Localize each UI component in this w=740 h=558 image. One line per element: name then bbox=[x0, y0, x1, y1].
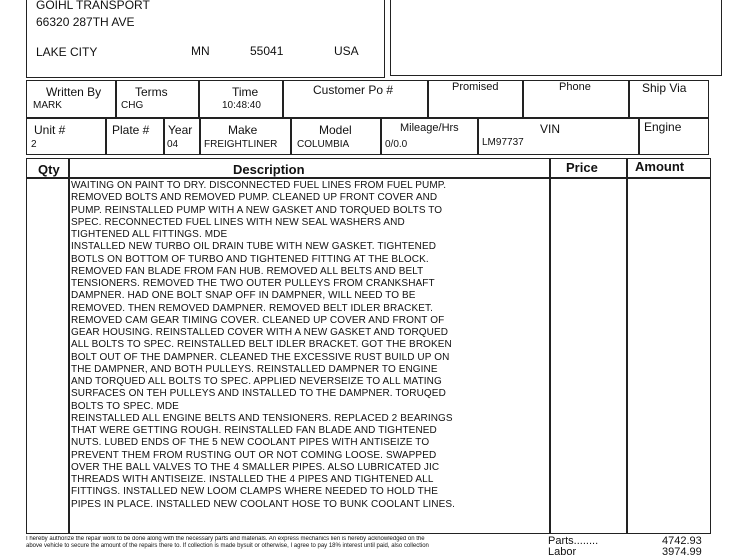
written-by-value: MARK bbox=[33, 100, 62, 111]
parts-total: 4742.93 bbox=[662, 535, 702, 547]
unit-value: 2 bbox=[31, 139, 37, 150]
customer-po-label: Customer Po # bbox=[313, 83, 394, 97]
customer-name: GOIHL TRANSPORT bbox=[36, 0, 150, 12]
description-line: NUTS. LUBED ENDS OF THE 5 NEW COOLANT PIPES WITH ANTISEIZE TO bbox=[71, 437, 430, 449]
year-value: 04 bbox=[167, 139, 179, 150]
description-line: REMOVED. THEN REMOVED DAMPNER. REMOVED BELT IDLER BRACKET. bbox=[71, 302, 433, 314]
time-value: 10:48:40 bbox=[222, 100, 261, 111]
description-line: REMOVED FAN BLADE FROM FAN HUB. REMOVED ALL BELTS AND BELT bbox=[71, 265, 424, 277]
description-line: THREADS WITH ANTISEIZE. INSTALLED THE 4 PIPES AND TIGHTENED ALL bbox=[71, 474, 434, 485]
authorization-line-1: I hereby authorize the repair work to be done along with the necessary parts and materials. An express mechanics lien is hereby acknowledged on the bbox=[26, 536, 425, 542]
year-label: Year bbox=[168, 123, 193, 137]
description-line: REMOVED CAM GEAR TIMING COVER. CLEANED UP COVER AND FRONT OF bbox=[71, 314, 445, 326]
make-value: FREIGHTLINER bbox=[204, 139, 278, 150]
customer-city: LAKE CITY bbox=[36, 45, 98, 59]
description-line: REMOVED BOLTS AND REMOVED PUMP. CLEANED UP FRONT COVER AND bbox=[71, 192, 438, 204]
description-line: PIPES IN PLACE. INSTALLED NEW COOLANT HOSE TO BUNK COOLANT LINES. bbox=[71, 498, 456, 510]
description-line: ALL BOLTS TO SPEC. REINSTALLED BELT IDLER BRACKET. GOT THE BROKEN bbox=[71, 339, 452, 351]
description-line: INSTALLED NEW TURBO OIL DRAIN TUBE WITH NEW GASKET. TIGHTENED bbox=[71, 241, 437, 253]
description-line: THE DAMPNER, AND BOTH PULLEYS. REINSTALLED DAMPNER TO ENGINE bbox=[71, 363, 438, 375]
parts-label: Parts........ bbox=[548, 535, 599, 547]
labor-label: Labor bbox=[548, 546, 577, 558]
ship-via-label: Ship Via bbox=[642, 81, 687, 95]
description-line: BOTLS ON BOTTOM OF TURBO AND TIGHTENED FITTING AT THE BLOCK. bbox=[71, 253, 429, 265]
written-by-label: Written By bbox=[46, 85, 102, 99]
description-text bbox=[71, 180, 547, 511]
customer-zip: 55041 bbox=[250, 44, 284, 58]
qty-column-header: Qty bbox=[38, 162, 60, 177]
description-line: WAITING ON PAINT TO DRY. DISCONNECTED FUEL LINES FROM FUEL PUMP. bbox=[71, 180, 447, 191]
customer-state: MN bbox=[191, 44, 210, 58]
authorization-line-2: above vehicle to secure the amount of the repairs there to. If collection is made bysuit or otherwise, I agree to pay 18% interest until paid, also collection bbox=[26, 543, 429, 549]
mileage-value: 0/0.0 bbox=[385, 139, 408, 150]
description-line: SPEC. RECONNECTED FUEL LINES WITH NEW SEAL WASHERS AND bbox=[71, 216, 405, 228]
description-line: REINSTALLED ALL ENGINE BELTS AND TENSIONERS. REPLACED 2 BEARINGS bbox=[71, 412, 453, 424]
make-label: Make bbox=[228, 123, 258, 137]
description-line: AND TORQUED ALL BOLTS TO SPEC. APPLIED NEVERSEIZE TO ALL MATING bbox=[71, 376, 442, 387]
customer-street: 66320 287TH AVE bbox=[36, 15, 135, 29]
plate-label: Plate # bbox=[112, 123, 150, 137]
description-line: FITTINGS. INSTALLED NEW LOOM CLAMPS WHERE NEEDED TO HOLD THE bbox=[71, 486, 438, 498]
description-line: BOLTS TO SPEC. MDE bbox=[71, 400, 179, 412]
description-column-header: Description bbox=[233, 162, 305, 177]
time-label: Time bbox=[232, 85, 259, 99]
vin-label: VIN bbox=[540, 122, 561, 136]
model-value: COLUMBIA bbox=[297, 139, 350, 150]
authorization-text bbox=[26, 536, 546, 550]
description-line: PREVENT THEM FROM RUSTING OUT OR NOT COMING LOOSE. SWAPPED bbox=[71, 449, 437, 461]
mileage-label: Mileage/Hrs bbox=[400, 122, 459, 134]
description-line: TIGHTENED ALL FITTINGS. MDE bbox=[71, 229, 228, 240]
description-line: OVER THE BALL VALVES TO THE 4 SMALLER PIPES. ALSO LUBRICATED JIC bbox=[71, 461, 440, 473]
vin-value: LM97737 bbox=[482, 137, 524, 148]
phone-label: Phone bbox=[559, 81, 591, 93]
model-label: Model bbox=[319, 123, 352, 137]
price-column-header: Price bbox=[566, 160, 598, 175]
amount-column-header: Amount bbox=[635, 159, 685, 174]
description-line: SURFACES ON TEH PULLEYS AND INSTALLED TO THE DAMPNER. TORUQED bbox=[71, 388, 446, 400]
table-header-divider bbox=[26, 177, 711, 179]
description-line: DAMPNER. HAD ONE BOLT SNAP OFF IN DAMPNER, WILL NEED TO BE bbox=[71, 290, 416, 302]
engine-label: Engine bbox=[644, 120, 682, 134]
description-line: THAT WERE GETTING ROUGH. REINSTALLED FAN BLADE AND TIGHTENED bbox=[71, 425, 437, 436]
terms-label: Terms bbox=[135, 85, 168, 99]
customer-country: USA bbox=[334, 44, 359, 58]
promised-label: Promised bbox=[452, 81, 499, 93]
description-line: BOLT OUT OF THE DAMPNER. CLEANED THE EXCESSIVE RUST BUILD UP ON bbox=[71, 351, 450, 363]
description-line: PUMP. REINSTALLED PUMP WITH A NEW GASKET AND TORQUED BOLTS TO bbox=[71, 204, 443, 216]
description-line: TENSIONERS. REMOVED THE TWO OUTER PULLEYS FROM CRANKSHAFT bbox=[71, 278, 435, 289]
terms-value: CHG bbox=[121, 100, 144, 111]
labor-total: 3974.99 bbox=[662, 546, 702, 558]
unit-label: Unit # bbox=[34, 123, 66, 137]
shop-info-box bbox=[390, 0, 722, 76]
description-line: GEAR HOUSING. REINSTALLED COVER WITH A NEW GASKET AND TORQUED bbox=[71, 327, 449, 338]
